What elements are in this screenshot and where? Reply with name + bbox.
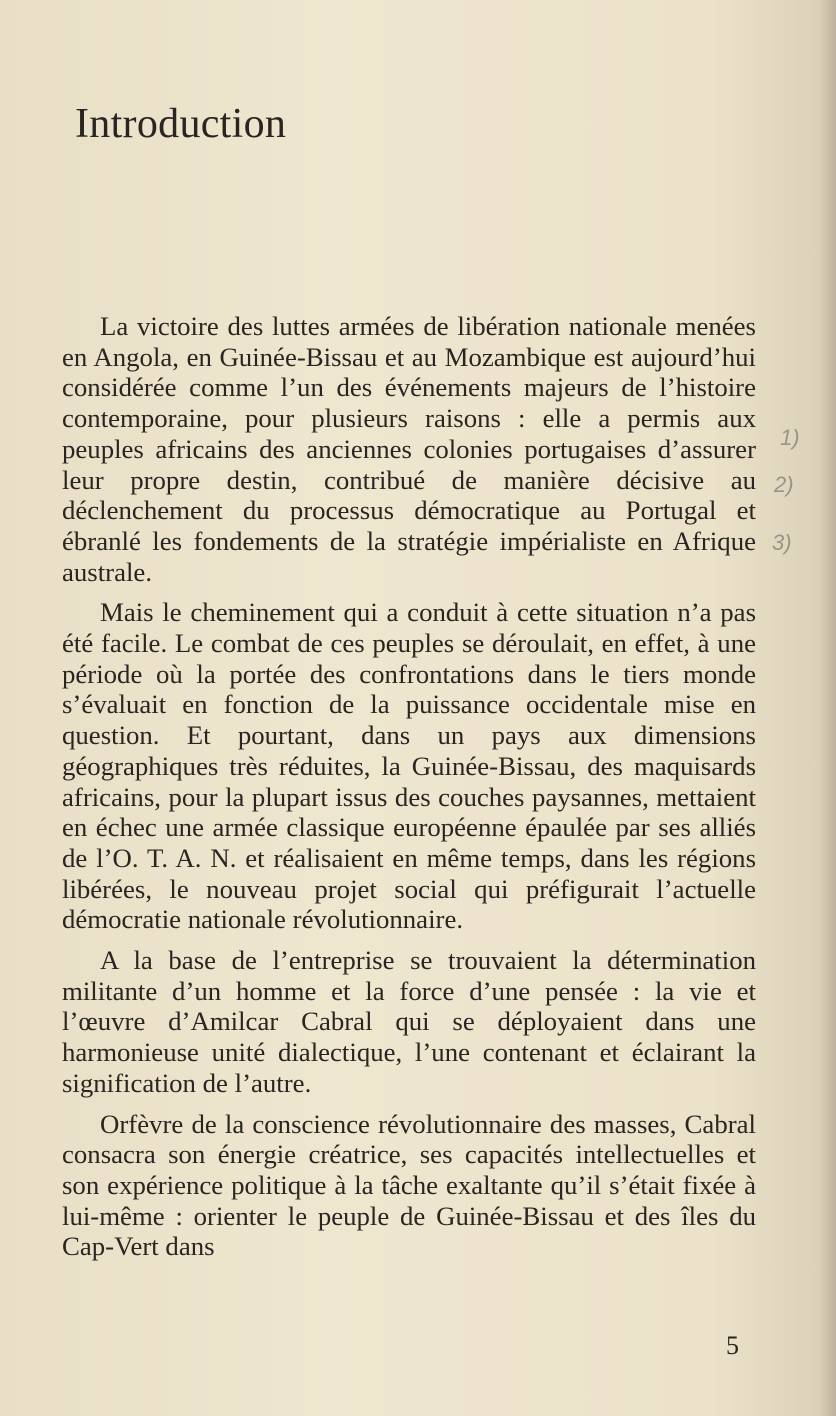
paragraph: Mais le cheminement qui a conduit à cette situation n’a pas été facile. Le combat de ces peuples se déroulait, en effet, à une période où la portée des confrontations dans le tiers monde s’évaluait en fonction de la puissance occidentale mise en question. Et pourtant, dans un pays aux dimensions géographiques très réduites, la Guinée-Bissau, des maquisards africains, pour la plupart issus des couches paysannes, mettaient en échec une armée classique européenne épaulée par ses alliés de l’O. T. A. N. et réalisaient en même temps, dans les régions libérées, le nouveau projet social qui préfigurait l’actuelle démocratie nationale révolutionnaire.	[62, 597, 756, 935]
page-number: 5	[726, 1331, 739, 1360]
chapter-title: Introduction	[75, 101, 287, 147]
paragraph: Orfèvre de la conscience révolutionnaire des masses, Cabral consacra son énergie créatrice, ses capacités intellectuelles et son expérience politique à la tâche exaltante qu’il s’était fixée à lui-même : orienter le peuple de Guinée-Bissau et des îles du Cap-Vert dans	[62, 1108, 756, 1262]
paragraph: A la base de l’entreprise se trouvaient la détermination militante d’un homme et la force d’une pensée : la vie et l’œuvre d’Amilcar Cabral qui se déployaient dans une harmonieuse unité dialectique, l’une contenant et éclairant la signification de l’autre.	[62, 945, 756, 1098]
body-text	[62, 311, 756, 1272]
page-edge-shadow	[818, 0, 836, 1416]
margin-annotation: 2)	[774, 472, 794, 497]
margin-annotation: 3)	[772, 530, 792, 555]
margin-annotation: 1)	[780, 425, 800, 450]
paragraph: La victoire des luttes armées de libération nationale menées en Angola, en Guinée-Bissau et au Mozambique est aujourd’hui considérée comme l’un des événements majeurs de l’histoire contemporaine, pour plusieurs raisons : elle a permis aux peuples africains des anciennes colonies portugaises d’assurer leur propre destin, contribué de manière décisive au déclenchement du processus démocratique au Portugal et ébranlé les fondements de la stratégie impérialiste en Afrique australe.	[62, 311, 756, 587]
